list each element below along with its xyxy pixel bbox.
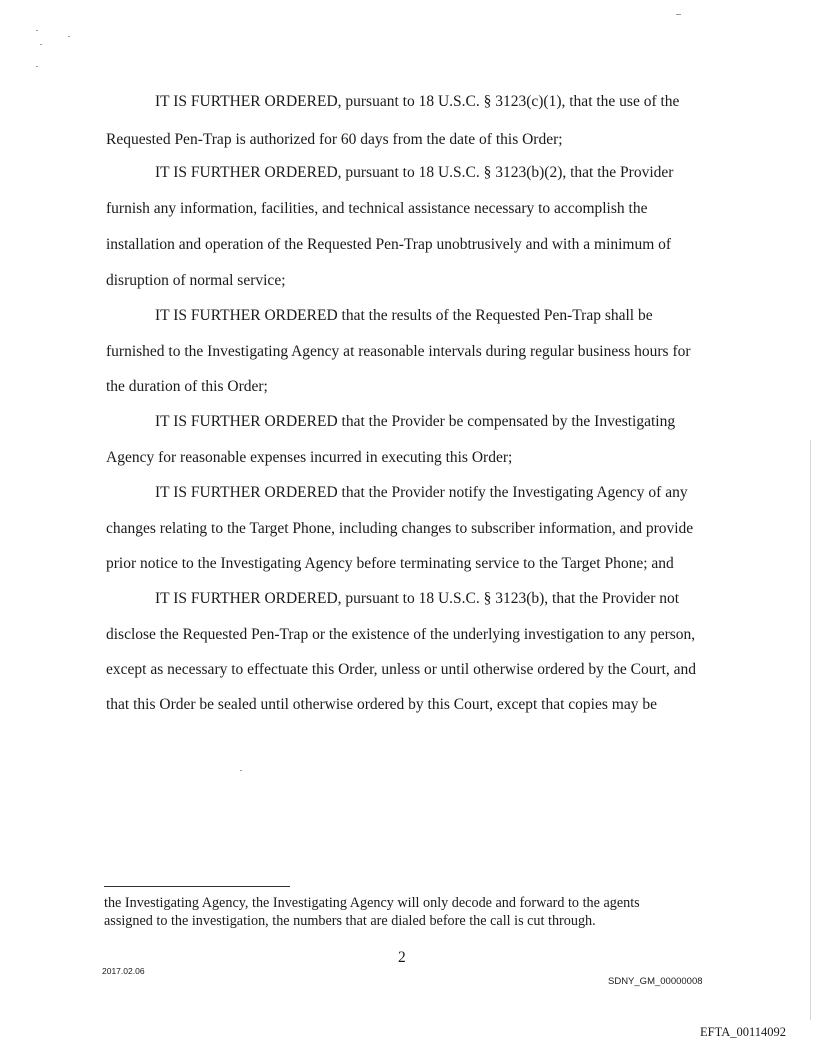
efta-number: EFTA_00114092	[700, 1025, 787, 1039]
footnote-line: the Investigating Agency, the Investigating Agency will only decode and forward to the agents	[104, 895, 640, 911]
footnote-separator	[104, 886, 290, 887]
bates-number: SDNY_GM_00000008	[608, 976, 703, 987]
scan-speck	[36, 66, 38, 67]
body-line: except as necessary to effectuate this Order, unless or until otherwise ordered by the Court, and	[106, 661, 697, 678]
scan-speck	[240, 770, 242, 771]
body-line: disclose the Requested Pen-Trap or the existence of the underlying investigation to any person,	[106, 626, 696, 643]
body-line: IT IS FURTHER ORDERED, pursuant to 18 U.S.C. § 3123(b)(2), that the Provider	[155, 164, 674, 181]
document-date: 2017.02.06	[102, 966, 145, 976]
body-line: IT IS FURTHER ORDERED that the Provider notify the Investigating Agency of any	[155, 484, 688, 501]
body-line: prior notice to the Investigating Agency before terminating service to the Target Phone; and	[106, 555, 674, 572]
scan-speck	[68, 36, 70, 37]
body-line: furnish any information, facilities, and technical assistance necessary to accomplish the	[106, 200, 648, 217]
page-number: 2	[398, 949, 406, 966]
body-line: installation and operation of the Requested Pen-Trap unobtrusively and with a minimum of	[106, 236, 672, 253]
scan-speck	[40, 44, 42, 45]
footnote	[104, 894, 704, 930]
body-line: furnished to the Investigating Agency at reasonable intervals during regular business hours for	[106, 343, 691, 360]
scan-speck	[676, 14, 681, 15]
scan-edge-line	[810, 440, 811, 1020]
body-line: disruption of normal service;	[106, 272, 286, 289]
body-line: IT IS FURTHER ORDERED that the Provider be compensated by the Investigating	[155, 413, 676, 430]
body-line: IT IS FURTHER ORDERED that the results of the Requested Pen-Trap shall be	[155, 307, 653, 324]
body-line: that this Order be sealed until otherwise ordered by this Court, except that copies may be	[106, 696, 657, 713]
footnote-line: assigned to the investigation, the numbers that are dialed before the call is cut through.	[104, 913, 596, 929]
body-line: Requested Pen-Trap is authorized for 60 days from the date of this Order;	[106, 131, 563, 148]
body-line: IT IS FURTHER ORDERED, pursuant to 18 U.S.C. § 3123(c)(1), that the use of the	[155, 93, 680, 110]
body-line: changes relating to the Target Phone, including changes to subscriber information, and provide	[106, 520, 694, 537]
scan-speck	[36, 30, 38, 31]
body-line: the duration of this Order;	[106, 378, 268, 395]
body-line: Agency for reasonable expenses incurred in executing this Order;	[106, 449, 513, 466]
body-line: IT IS FURTHER ORDERED, pursuant to 18 U.S.C. § 3123(b), that the Provider not	[155, 590, 680, 607]
